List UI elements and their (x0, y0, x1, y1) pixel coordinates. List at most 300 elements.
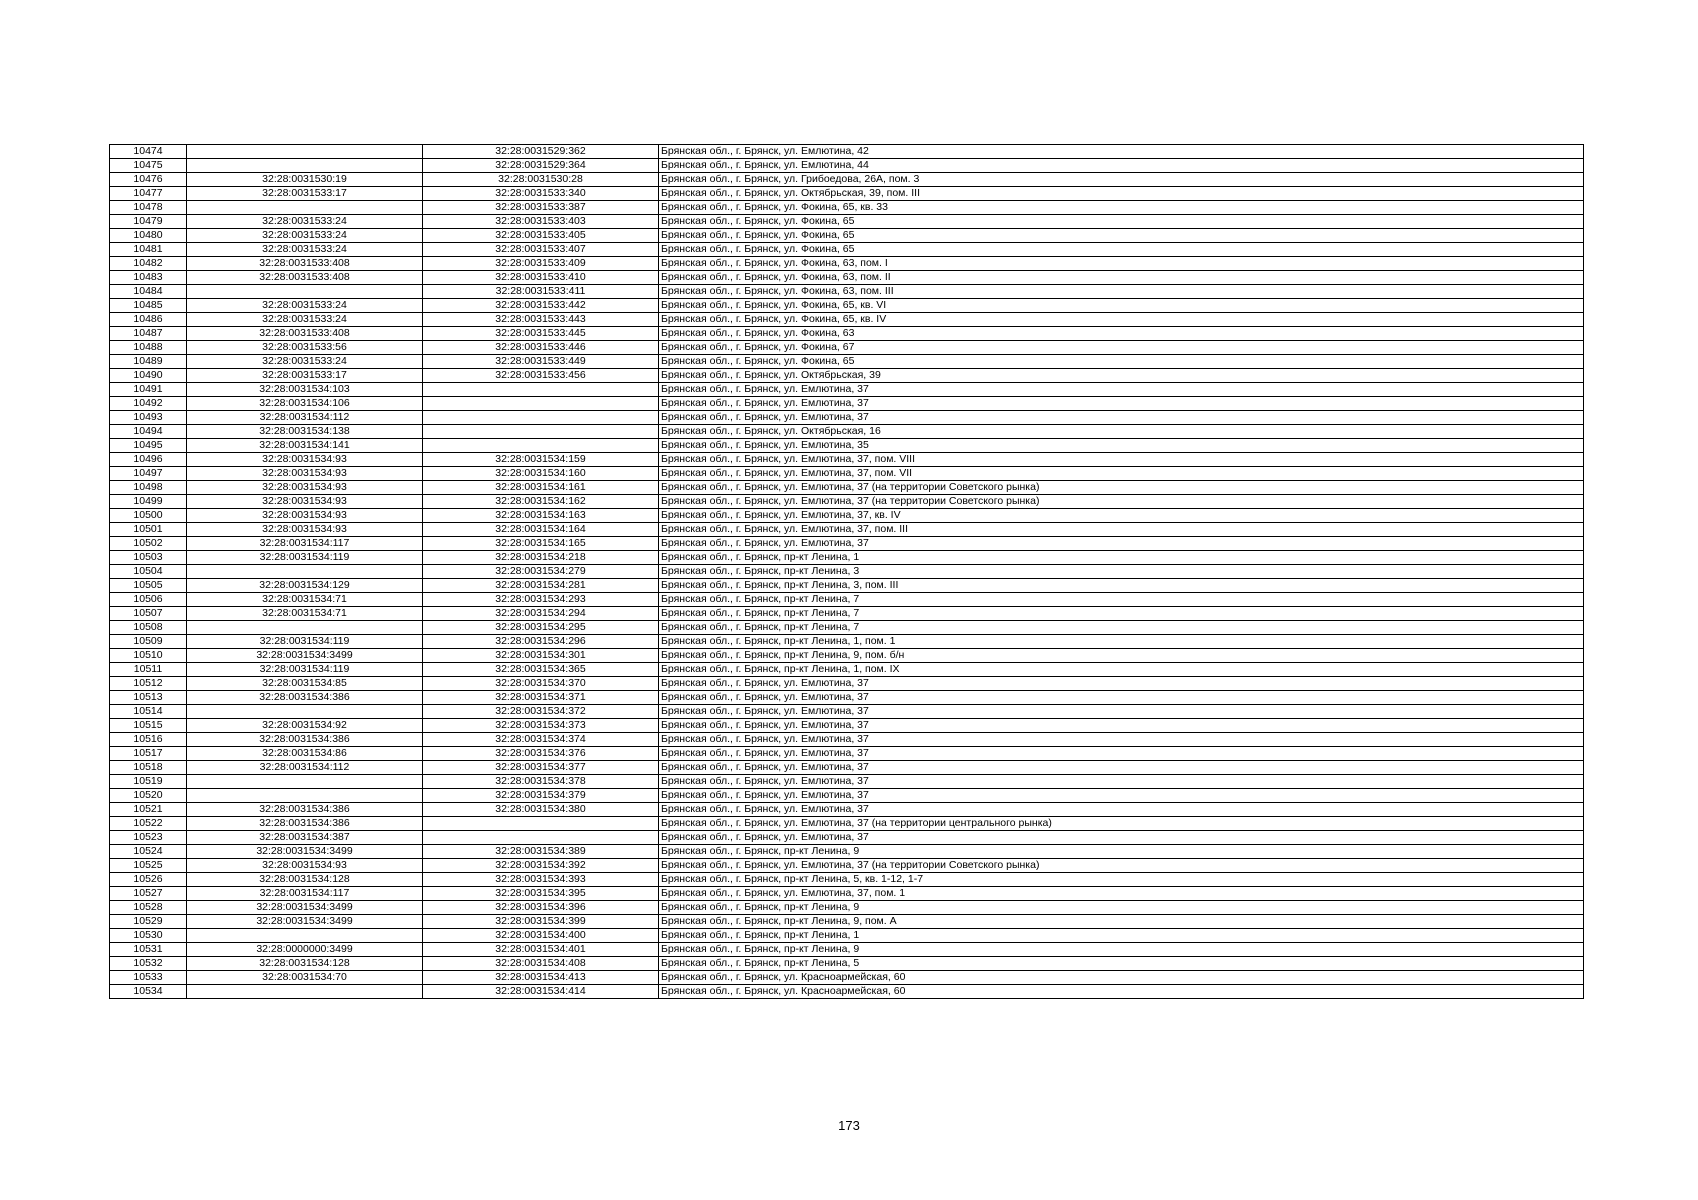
address-cell: Брянская обл., г. Брянск, ул. Октябрьская, 39, пом. III (659, 187, 1584, 201)
cadastral-number-cell: 32:28:0031534:392 (423, 859, 659, 873)
table-row (110, 145, 1584, 159)
address-cell: Брянская обл., г. Брянск, ул. Емлютина, 37 (659, 831, 1584, 845)
parent-cadastral-number-cell: 32:28:0031533:24 (187, 299, 423, 313)
row-number-cell: 10517 (110, 747, 187, 761)
parent-cadastral-number-cell: 32:28:0031534:138 (187, 425, 423, 439)
parent-cadastral-number-cell: 32:28:0031534:117 (187, 887, 423, 901)
parent-cadastral-number-cell: 32:28:0031534:3499 (187, 649, 423, 663)
row-number-cell: 10521 (110, 803, 187, 817)
parent-cadastral-number-cell: 32:28:0031534:70 (187, 971, 423, 985)
table-row (110, 579, 1584, 593)
parent-cadastral-number-cell: 32:28:0031534:71 (187, 593, 423, 607)
address-cell: Брянская обл., г. Брянск, ул. Фокина, 67 (659, 341, 1584, 355)
parent-cadastral-number-cell: 32:28:0031534:112 (187, 761, 423, 775)
parent-cadastral-number-cell (187, 159, 423, 173)
cadastral-number-cell: 32:28:0031534:295 (423, 621, 659, 635)
parent-cadastral-number-cell: 32:28:0031534:3499 (187, 901, 423, 915)
row-number-cell: 10532 (110, 957, 187, 971)
parent-cadastral-number-cell: 32:28:0031534:128 (187, 873, 423, 887)
row-number-cell: 10501 (110, 523, 187, 537)
parent-cadastral-number-cell: 32:28:0031533:24 (187, 215, 423, 229)
cadastral-number-cell (423, 411, 659, 425)
row-number-cell: 10515 (110, 719, 187, 733)
row-number-cell: 10516 (110, 733, 187, 747)
table-row (110, 593, 1584, 607)
table-row (110, 159, 1584, 173)
cadastral-number-cell: 32:28:0031533:442 (423, 299, 659, 313)
parent-cadastral-number-cell: 32:28:0031533:56 (187, 341, 423, 355)
row-number-cell: 10518 (110, 761, 187, 775)
row-number-cell: 10510 (110, 649, 187, 663)
cadastral-number-cell: 32:28:0031534:294 (423, 607, 659, 621)
address-cell: Брянская обл., г. Брянск, ул. Емлютина, 37 (659, 397, 1584, 411)
cadastral-number-cell: 32:28:0031533:449 (423, 355, 659, 369)
parent-cadastral-number-cell: 32:28:0031534:93 (187, 453, 423, 467)
address-cell: Брянская обл., г. Брянск, пр-кт Ленина, 9, пом. А (659, 915, 1584, 929)
cadastral-number-cell: 32:28:0031534:400 (423, 929, 659, 943)
cadastral-number-cell: 32:28:0031534:393 (423, 873, 659, 887)
row-number-cell: 10506 (110, 593, 187, 607)
address-cell: Брянская обл., г. Брянск, ул. Емлютина, 37 (659, 383, 1584, 397)
address-cell: Брянская обл., г. Брянск, ул. Красноармейская, 60 (659, 971, 1584, 985)
address-cell: Брянская обл., г. Брянск, ул. Емлютина, 37 (659, 677, 1584, 691)
cadastral-number-cell: 32:28:0031534:218 (423, 551, 659, 565)
table-row (110, 173, 1584, 187)
table-row (110, 187, 1584, 201)
row-number-cell: 10494 (110, 425, 187, 439)
row-number-cell: 10498 (110, 481, 187, 495)
cadastral-number-cell: 32:28:0031533:445 (423, 327, 659, 341)
parent-cadastral-number-cell: 32:28:0031534:119 (187, 551, 423, 565)
table-row (110, 467, 1584, 481)
cadastral-number-cell: 32:28:0031533:411 (423, 285, 659, 299)
parent-cadastral-number-cell: 32:28:0031534:106 (187, 397, 423, 411)
table-row (110, 943, 1584, 957)
parent-cadastral-number-cell: 32:28:0031534:85 (187, 677, 423, 691)
cadastral-number-cell: 32:28:0031534:414 (423, 985, 659, 999)
parent-cadastral-number-cell: 32:28:0031534:93 (187, 509, 423, 523)
cadastral-number-cell (423, 425, 659, 439)
table-row (110, 789, 1584, 803)
row-number-cell: 10534 (110, 985, 187, 999)
cadastral-number-cell: 32:28:0031533:446 (423, 341, 659, 355)
address-cell: Брянская обл., г. Брянск, пр-кт Ленина, 7 (659, 607, 1584, 621)
parent-cadastral-number-cell (187, 621, 423, 635)
cadastral-number-cell: 32:28:0031534:378 (423, 775, 659, 789)
parent-cadastral-number-cell: 32:28:0031534:93 (187, 481, 423, 495)
parent-cadastral-number-cell: 32:28:0031534:119 (187, 635, 423, 649)
table-row (110, 425, 1584, 439)
address-cell: Брянская обл., г. Брянск, ул. Емлютина, 37 (на территории центрального рынка) (659, 817, 1584, 831)
address-cell: Брянская обл., г. Брянск, ул. Емлютина, 37 (659, 747, 1584, 761)
row-number-cell: 10492 (110, 397, 187, 411)
row-number-cell: 10503 (110, 551, 187, 565)
table-row (110, 355, 1584, 369)
table-row (110, 719, 1584, 733)
cadastral-number-cell: 32:28:0031534:376 (423, 747, 659, 761)
cadastral-number-cell: 32:28:0031534:279 (423, 565, 659, 579)
cadastral-number-cell: 32:28:0031533:456 (423, 369, 659, 383)
cadastral-number-cell (423, 817, 659, 831)
cadastral-number-cell: 32:28:0031534:162 (423, 495, 659, 509)
table-row (110, 873, 1584, 887)
parent-cadastral-number-cell: 32:28:0031533:408 (187, 257, 423, 271)
row-number-cell: 10525 (110, 859, 187, 873)
cadastral-number-cell: 32:28:0031533:409 (423, 257, 659, 271)
parent-cadastral-number-cell: 32:28:0031534:386 (187, 733, 423, 747)
address-cell: Брянская обл., г. Брянск, ул. Октябрьская, 39 (659, 369, 1584, 383)
cadastral-number-cell: 32:28:0031534:372 (423, 705, 659, 719)
address-cell: Брянская обл., г. Брянск, пр-кт Ленина, 7 (659, 593, 1584, 607)
cadastral-number-cell: 32:28:0031533:410 (423, 271, 659, 285)
parent-cadastral-number-cell: 32:28:0031534:93 (187, 495, 423, 509)
address-cell: Брянская обл., г. Брянск, ул. Фокина, 65, кв. VI (659, 299, 1584, 313)
table-row (110, 341, 1584, 355)
address-cell: Брянская обл., г. Брянск, пр-кт Ленина, 5, кв. 1-12, 1-7 (659, 873, 1584, 887)
table-row (110, 859, 1584, 873)
parent-cadastral-number-cell: 32:28:0031534:386 (187, 803, 423, 817)
address-cell: Брянская обл., г. Брянск, ул. Емлютина, 37 (на территории Советского рынка) (659, 859, 1584, 873)
address-cell: Брянская обл., г. Брянск, пр-кт Ленина, 3, пом. III (659, 579, 1584, 593)
parent-cadastral-number-cell (187, 145, 423, 159)
table-row (110, 817, 1584, 831)
parent-cadastral-number-cell: 32:28:0031534:3499 (187, 845, 423, 859)
row-number-cell: 10527 (110, 887, 187, 901)
table-row (110, 635, 1584, 649)
cadastral-number-cell: 32:28:0031529:364 (423, 159, 659, 173)
cadastral-number-cell: 32:28:0031529:362 (423, 145, 659, 159)
row-number-cell: 10533 (110, 971, 187, 985)
row-number-cell: 10493 (110, 411, 187, 425)
table-row (110, 677, 1584, 691)
cadastral-number-cell (423, 383, 659, 397)
row-number-cell: 10520 (110, 789, 187, 803)
registry-body (110, 145, 1584, 999)
parent-cadastral-number-cell (187, 705, 423, 719)
table-row (110, 453, 1584, 467)
row-number-cell: 10522 (110, 817, 187, 831)
parent-cadastral-number-cell: 32:28:0031533:24 (187, 355, 423, 369)
address-cell: Брянская обл., г. Брянск, пр-кт Ленина, 9, пом. б/н (659, 649, 1584, 663)
cadastral-number-cell: 32:28:0031534:365 (423, 663, 659, 677)
cadastral-number-cell: 32:28:0031534:374 (423, 733, 659, 747)
address-cell: Брянская обл., г. Брянск, ул. Емлютина, 37, пом. VII (659, 467, 1584, 481)
table-row (110, 481, 1584, 495)
address-cell: Брянская обл., г. Брянск, пр-кт Ленина, 1, пом. 1 (659, 635, 1584, 649)
address-cell: Брянская обл., г. Брянск, пр-кт Ленина, 7 (659, 621, 1584, 635)
row-number-cell: 10499 (110, 495, 187, 509)
parent-cadastral-number-cell (187, 789, 423, 803)
parent-cadastral-number-cell: 32:28:0031534:141 (187, 439, 423, 453)
cadastral-number-cell: 32:28:0031534:408 (423, 957, 659, 971)
row-number-cell: 10502 (110, 537, 187, 551)
cadastral-number-cell (423, 397, 659, 411)
table-row (110, 971, 1584, 985)
row-number-cell: 10500 (110, 509, 187, 523)
row-number-cell: 10529 (110, 915, 187, 929)
table-row (110, 285, 1584, 299)
row-number-cell: 10477 (110, 187, 187, 201)
table-row (110, 705, 1584, 719)
registry-table (109, 144, 1584, 999)
address-cell: Брянская обл., г. Брянск, ул. Грибоедова, 26А, пом. 3 (659, 173, 1584, 187)
row-number-cell: 10489 (110, 355, 187, 369)
address-cell: Брянская обл., г. Брянск, пр-кт Ленина, 1 (659, 551, 1584, 565)
row-number-cell: 10488 (110, 341, 187, 355)
row-number-cell: 10514 (110, 705, 187, 719)
address-cell: Брянская обл., г. Брянск, ул. Емлютина, 37, пом. VIII (659, 453, 1584, 467)
row-number-cell: 10491 (110, 383, 187, 397)
address-cell: Брянская обл., г. Брянск, пр-кт Ленина, 1, пом. IX (659, 663, 1584, 677)
cadastral-number-cell: 32:28:0031533:340 (423, 187, 659, 201)
table-row (110, 495, 1584, 509)
cadastral-number-cell: 32:28:0031530:28 (423, 173, 659, 187)
cadastral-number-cell (423, 831, 659, 845)
table-row (110, 313, 1584, 327)
cadastral-number-cell: 32:28:0031534:373 (423, 719, 659, 733)
table-row (110, 621, 1584, 635)
row-number-cell: 10505 (110, 579, 187, 593)
table-row (110, 929, 1584, 943)
table-row (110, 411, 1584, 425)
table-row (110, 523, 1584, 537)
table-row (110, 369, 1584, 383)
address-cell: Брянская обл., г. Брянск, ул. Фокина, 65, кв. IV (659, 313, 1584, 327)
cadastral-number-cell: 32:28:0031534:389 (423, 845, 659, 859)
table-row (110, 761, 1584, 775)
table-row (110, 565, 1584, 579)
address-cell: Брянская обл., г. Брянск, ул. Емлютина, 37 (659, 705, 1584, 719)
cadastral-number-cell: 32:28:0031534:164 (423, 523, 659, 537)
cadastral-number-cell: 32:28:0031533:407 (423, 243, 659, 257)
address-cell: Брянская обл., г. Брянск, ул. Емлютина, 37, пом. III (659, 523, 1584, 537)
table-row (110, 243, 1584, 257)
row-number-cell: 10483 (110, 271, 187, 285)
row-number-cell: 10486 (110, 313, 187, 327)
table-row (110, 887, 1584, 901)
parent-cadastral-number-cell: 32:28:0031534:103 (187, 383, 423, 397)
address-cell: Брянская обл., г. Брянск, ул. Емлютина, 37 (659, 719, 1584, 733)
parent-cadastral-number-cell: 32:28:0000000:3499 (187, 943, 423, 957)
address-cell: Брянская обл., г. Брянск, ул. Красноармейская, 60 (659, 985, 1584, 999)
address-cell: Брянская обл., г. Брянск, ул. Фокина, 65, кв. 33 (659, 201, 1584, 215)
row-number-cell: 10480 (110, 229, 187, 243)
address-cell: Брянская обл., г. Брянск, ул. Фокина, 63 (659, 327, 1584, 341)
address-cell: Брянская обл., г. Брянск, ул. Фокина, 65 (659, 355, 1584, 369)
row-number-cell: 10508 (110, 621, 187, 635)
address-cell: Брянская обл., г. Брянск, пр-кт Ленина, 5 (659, 957, 1584, 971)
address-cell: Брянская обл., г. Брянск, ул. Емлютина, 37 (на территории Советского рынка) (659, 495, 1584, 509)
row-number-cell: 10495 (110, 439, 187, 453)
row-number-cell: 10487 (110, 327, 187, 341)
address-cell: Брянская обл., г. Брянск, ул. Емлютина, 37 (659, 761, 1584, 775)
parent-cadastral-number-cell (187, 285, 423, 299)
cadastral-number-cell: 32:28:0031534:396 (423, 901, 659, 915)
address-cell: Брянская обл., г. Брянск, ул. Емлютина, 37, пом. 1 (659, 887, 1584, 901)
row-number-cell: 10496 (110, 453, 187, 467)
address-cell: Брянская обл., г. Брянск, ул. Октябрьская, 16 (659, 425, 1584, 439)
parent-cadastral-number-cell: 32:28:0031534:129 (187, 579, 423, 593)
parent-cadastral-number-cell (187, 929, 423, 943)
table-row (110, 747, 1584, 761)
table-row (110, 691, 1584, 705)
parent-cadastral-number-cell: 32:28:0031533:24 (187, 229, 423, 243)
table-row (110, 201, 1584, 215)
row-number-cell: 10481 (110, 243, 187, 257)
row-number-cell: 10524 (110, 845, 187, 859)
row-number-cell: 10509 (110, 635, 187, 649)
row-number-cell: 10497 (110, 467, 187, 481)
table-row (110, 537, 1584, 551)
table-row (110, 957, 1584, 971)
parent-cadastral-number-cell: 32:28:0031534:387 (187, 831, 423, 845)
table-row (110, 915, 1584, 929)
parent-cadastral-number-cell: 32:28:0031534:71 (187, 607, 423, 621)
parent-cadastral-number-cell: 32:28:0031534:128 (187, 957, 423, 971)
cadastral-number-cell: 32:28:0031534:379 (423, 789, 659, 803)
table-row (110, 509, 1584, 523)
cadastral-number-cell: 32:28:0031534:401 (423, 943, 659, 957)
table-row (110, 299, 1584, 313)
parent-cadastral-number-cell (187, 775, 423, 789)
parent-cadastral-number-cell: 32:28:0031534:119 (187, 663, 423, 677)
cadastral-number-cell: 32:28:0031534:380 (423, 803, 659, 817)
row-number-cell: 10507 (110, 607, 187, 621)
parent-cadastral-number-cell: 32:28:0031534:112 (187, 411, 423, 425)
parent-cadastral-number-cell: 32:28:0031533:24 (187, 313, 423, 327)
parent-cadastral-number-cell: 32:28:0031534:93 (187, 523, 423, 537)
cadastral-number-cell: 32:28:0031534:159 (423, 453, 659, 467)
parent-cadastral-number-cell: 32:28:0031533:17 (187, 369, 423, 383)
parent-cadastral-number-cell: 32:28:0031534:92 (187, 719, 423, 733)
table-row (110, 439, 1584, 453)
address-cell: Брянская обл., г. Брянск, ул. Емлютина, 37 (на территории Советского рынка) (659, 481, 1584, 495)
cadastral-number-cell: 32:28:0031534:413 (423, 971, 659, 985)
parent-cadastral-number-cell: 32:28:0031534:93 (187, 859, 423, 873)
address-cell: Брянская обл., г. Брянск, ул. Емлютина, 37 (659, 691, 1584, 705)
address-cell: Брянская обл., г. Брянск, ул. Емлютина, 35 (659, 439, 1584, 453)
address-cell: Брянская обл., г. Брянск, ул. Емлютина, 37 (659, 789, 1584, 803)
parent-cadastral-number-cell: 32:28:0031533:408 (187, 327, 423, 341)
parent-cadastral-number-cell (187, 201, 423, 215)
parent-cadastral-number-cell: 32:28:0031534:386 (187, 691, 423, 705)
address-cell: Брянская обл., г. Брянск, ул. Фокина, 65 (659, 243, 1584, 257)
parent-cadastral-number-cell: 32:28:0031534:386 (187, 817, 423, 831)
row-number-cell: 10523 (110, 831, 187, 845)
cadastral-number-cell: 32:28:0031533:443 (423, 313, 659, 327)
row-number-cell: 10474 (110, 145, 187, 159)
parent-cadastral-number-cell: 32:28:0031533:408 (187, 271, 423, 285)
table-row (110, 607, 1584, 621)
address-cell: Брянская обл., г. Брянск, пр-кт Ленина, 9 (659, 943, 1584, 957)
row-number-cell: 10511 (110, 663, 187, 677)
cadastral-number-cell: 32:28:0031533:403 (423, 215, 659, 229)
cadastral-number-cell: 32:28:0031534:371 (423, 691, 659, 705)
table-row (110, 229, 1584, 243)
address-cell: Брянская обл., г. Брянск, ул. Фокина, 65 (659, 229, 1584, 243)
row-number-cell: 10504 (110, 565, 187, 579)
address-cell: Брянская обл., г. Брянск, ул. Емлютина, 37, кв. IV (659, 509, 1584, 523)
row-number-cell: 10531 (110, 943, 187, 957)
table-row (110, 803, 1584, 817)
row-number-cell: 10526 (110, 873, 187, 887)
address-cell: Брянская обл., г. Брянск, ул. Фокина, 63, пом. III (659, 285, 1584, 299)
row-number-cell: 10490 (110, 369, 187, 383)
address-cell: Брянская обл., г. Брянск, ул. Емлютина, 37 (659, 775, 1584, 789)
table-row (110, 551, 1584, 565)
row-number-cell: 10485 (110, 299, 187, 313)
address-cell: Брянская обл., г. Брянск, ул. Емлютина, 37 (659, 803, 1584, 817)
address-cell: Брянская обл., г. Брянск, ул. Емлютина, 42 (659, 145, 1584, 159)
table-row (110, 663, 1584, 677)
row-number-cell: 10478 (110, 201, 187, 215)
parent-cadastral-number-cell: 32:28:0031534:3499 (187, 915, 423, 929)
cadastral-number-cell: 32:28:0031534:161 (423, 481, 659, 495)
cadastral-number-cell: 32:28:0031533:387 (423, 201, 659, 215)
row-number-cell: 10476 (110, 173, 187, 187)
cadastral-number-cell: 32:28:0031533:405 (423, 229, 659, 243)
table-row (110, 985, 1584, 999)
address-cell: Брянская обл., г. Брянск, ул. Фокина, 63, пом. I (659, 257, 1584, 271)
parent-cadastral-number-cell: 32:28:0031534:93 (187, 467, 423, 481)
table-row (110, 901, 1584, 915)
table-row (110, 215, 1584, 229)
table-row (110, 397, 1584, 411)
row-number-cell: 10482 (110, 257, 187, 271)
parent-cadastral-number-cell: 32:28:0031534:86 (187, 747, 423, 761)
address-cell: Брянская обл., г. Брянск, ул. Емлютина, 37 (659, 411, 1584, 425)
table-row (110, 383, 1584, 397)
cadastral-number-cell: 32:28:0031534:370 (423, 677, 659, 691)
row-number-cell: 10484 (110, 285, 187, 299)
address-cell: Брянская обл., г. Брянск, ул. Емлютина, 44 (659, 159, 1584, 173)
parent-cadastral-number-cell: 32:28:0031534:117 (187, 537, 423, 551)
cadastral-number-cell: 32:28:0031534:399 (423, 915, 659, 929)
page-number: 173 (838, 1118, 860, 1133)
table-row (110, 257, 1584, 271)
parent-cadastral-number-cell: 32:28:0031533:24 (187, 243, 423, 257)
table-row (110, 649, 1584, 663)
table-row (110, 271, 1584, 285)
parent-cadastral-number-cell (187, 985, 423, 999)
table-row (110, 831, 1584, 845)
cadastral-number-cell: 32:28:0031534:160 (423, 467, 659, 481)
row-number-cell: 10512 (110, 677, 187, 691)
row-number-cell: 10530 (110, 929, 187, 943)
parent-cadastral-number-cell: 32:28:0031530:19 (187, 173, 423, 187)
cadastral-number-cell (423, 439, 659, 453)
cadastral-number-cell: 32:28:0031534:301 (423, 649, 659, 663)
address-cell: Брянская обл., г. Брянск, пр-кт Ленина, 3 (659, 565, 1584, 579)
cadastral-number-cell: 32:28:0031534:293 (423, 593, 659, 607)
cadastral-number-cell: 32:28:0031534:296 (423, 635, 659, 649)
cadastral-number-cell: 32:28:0031534:377 (423, 761, 659, 775)
table-row (110, 845, 1584, 859)
table-row (110, 327, 1584, 341)
cadastral-number-cell: 32:28:0031534:163 (423, 509, 659, 523)
row-number-cell: 10475 (110, 159, 187, 173)
cadastral-number-cell: 32:28:0031534:281 (423, 579, 659, 593)
parent-cadastral-number-cell: 32:28:0031533:17 (187, 187, 423, 201)
cadastral-number-cell: 32:28:0031534:165 (423, 537, 659, 551)
row-number-cell: 10479 (110, 215, 187, 229)
address-cell: Брянская обл., г. Брянск, пр-кт Ленина, 1 (659, 929, 1584, 943)
address-cell: Брянская обл., г. Брянск, ул. Фокина, 63, пом. II (659, 271, 1584, 285)
cadastral-number-cell: 32:28:0031534:395 (423, 887, 659, 901)
row-number-cell: 10528 (110, 901, 187, 915)
table-row (110, 733, 1584, 747)
address-cell: Брянская обл., г. Брянск, пр-кт Ленина, 9 (659, 901, 1584, 915)
